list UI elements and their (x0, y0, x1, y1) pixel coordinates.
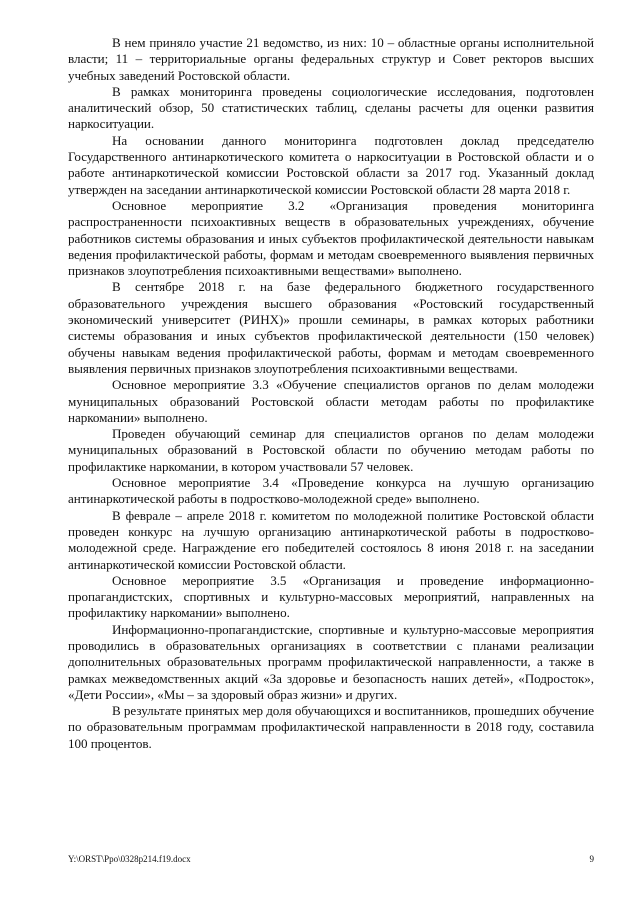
paragraph-seminars-rinh: В сентябре 2018 г. на базе федерального бюджетного государственного образовательного учреждения высшего образования «Ростовский государственный экономический университет (РИНХ)» прошли семинары, в рамках которых работники системы образования и иных субъектов профилактической деятельности (150 человек) обучены навыкам ведения профилактической работы, формам и методам своевременного выявления первичных признаков злоупотребления психоактивными веществами. (68, 279, 594, 376)
paragraph-events: Информационно-пропагандистские, спортивные и культурно-массовые мероприятия проводились в образовательных организациях в соответствии с планами реализации дополнительных образовательных программ профилактической направленности, а также в рамках межведомственных акций «За здоровье и безопасность наших детей», «Подросток», «Дети России», «Мы – за здоровый образ жизни» и других. (68, 621, 594, 702)
paragraph-monitoring-research: В рамках мониторинга проведены социологические исследования, подготовлен аналитический обзор, 50 статистических таблиц, сделаны расчеты для оценки развития наркоситуации. (68, 83, 594, 132)
page-footer (68, 853, 594, 867)
document-body (68, 35, 594, 752)
paragraph-measure-3-4: Основное мероприятие 3.4 «Проведение конкурса на лучшую организацию антинаркотической работы в подростково-молодежной среде» выполнено. (68, 475, 594, 507)
paragraph-participants: В нем приняло участие 21 ведомство, из них: 10 – областные органы исполнительной власти; 11 – территориальные органы федеральных структур и Совет ректоров высших учебных заведений Ростовской области. (68, 35, 594, 83)
paragraph-results: В результате принятых мер доля обучающихся и воспитанников, прошедших обучение по образовательным программам профилактической направленности в 2018 году, составила 100 процентов. (68, 703, 594, 751)
paragraph-measure-3-3: Основное мероприятие 3.3 «Обучение специалистов органов по делам молодежи муниципальных образований Ростовской области методам работы по профилактике наркомании» выполнено. (68, 377, 594, 425)
paragraph-measure-3-2: Основное мероприятие 3.2 «Организация проведения мониторинга распространенности психоактивных веществ в образовательных учреждениях, обучение работников системы образования и иных субъектов профилактической деятельности навыкам ведения профилактической работы, формам и методам своевременного выявления первичных признаков злоупотребления психоактивными веществами» выполнено. (68, 197, 594, 279)
paragraph-report: На основании данного мониторинга подготовлен доклад председателю Государственного антинаркотического комитета о наркоситуации в Ростовской области и о работе антинаркотической комиссии Ростовской области за 2017 год. Указанный доклад утвержден на заседании антинаркотической комиссии Ростовской области 28 марта 2018 г. (68, 132, 594, 197)
paragraph-contest: В феврале – апреле 2018 г. комитетом по молодежной политике Ростовской области проведен конкурс на лучшую организацию антинаркотической работы в подростково-молодежной среде. Награждение его победителей состоялось 8 июня 2018 г. на заседании антинаркотической комиссии Ростовской области. (68, 507, 594, 572)
paragraph-youth-seminar: Проведен обучающий семинар для специалистов органов по делам молодежи муниципальных образований в Ростовской области по обучению методам работы по профилактике наркомании, в котором участвовали 57 человек. (68, 426, 594, 474)
paragraph-measure-3-5: Основное мероприятие 3.5 «Организация и проведение информационно-пропагандистских, спортивных и культурно-массовых мероприятий, направленных на профилактику наркомании» выполнено. (68, 572, 594, 621)
page-number: 9 (589, 854, 594, 864)
file-path: Y:\ORST\Ppo\0328p214.f19.docx (68, 854, 191, 864)
